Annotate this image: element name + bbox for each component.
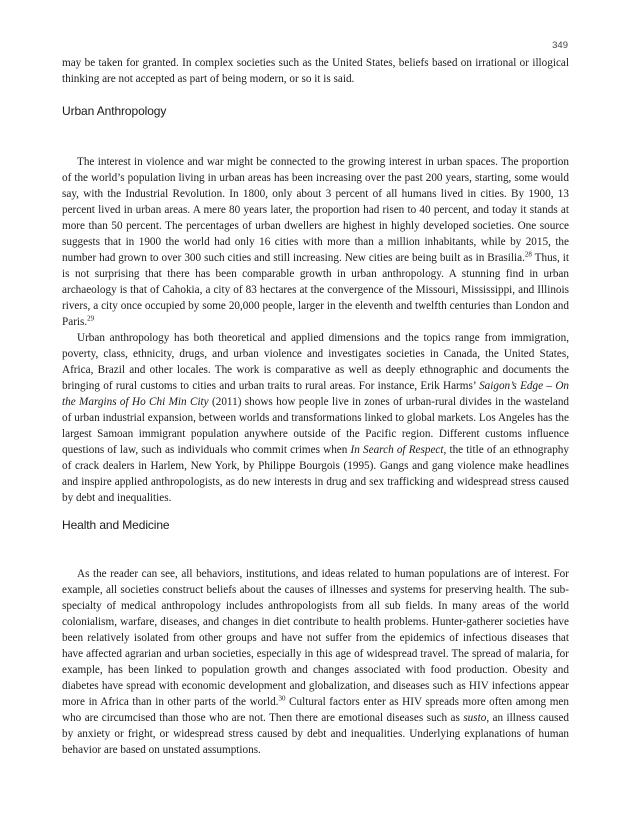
urban-paragraph-1 (62, 154, 569, 330)
urban-p2-text-c: , the title of an ethnography of crack dealers in Harlem, New York, by Philippe Bourgois (1995). Gangs and gang violence make headlines and inspire applied anthropologists, as do new interests in drug and sex trafficking and widespread stress caused by debt and inequalities. (62, 444, 569, 504)
urban-p1-text-b: Thus, it is not surprising that there has been comparable growth in urban anthropology. A stunning find in urban archaeology is that of Cahokia, a city of 83 hectares at the convergence of the Missouri, Mississippi, and Illinois rivers, a city once occupied by some 20,000 people, larger in the eleventh and twelfth centuries than London and Paris. (62, 252, 569, 328)
book-title-in-search-of-respect: In Search of Respect (350, 444, 444, 456)
book-title-saigons-edge: Saigon’s Edge – On the Margins of Ho Chi Min City (62, 380, 569, 408)
section-heading-health-and-medicine: Health and Medicine (62, 518, 170, 532)
footnote-29[interactable]: 29 (87, 314, 95, 323)
section-heading-urban-anthropology: Urban Anthropology (62, 104, 167, 118)
term-susto: susto (463, 712, 487, 724)
footnote-30[interactable]: 30 (278, 694, 286, 703)
urban-p2-text-b: (2011) shows how people live in zones of urban-rural divides in the wasteland of urban industrial expansion, between worlds and transformations linked to global markets. Los Angeles has the largest Samoan immigrant population anywhere outside of the Pacific region. Different customs influence questions of law, such as individuals who commit crimes when (62, 396, 570, 456)
urban-p1-text-a: The interest in violence and war might be connected to the growing interest in urban spaces. The proportion of the world’s population living in urban areas has been increasing over the past 200 years, starting, some would say, with the Industrial Revolution. In 1800, only about 3 percent of all humans lived in cities. By 1900, 13 percent lived in urban areas. A mere 80 years later, the proportion had risen to 40 percent, and today it stands at more than 50 percent. The percentages of urban dwellers are highest in highly developed societies. One source suggests that in 1900 the world had only 16 cities with more than a million inhabitants, while by 2015, the number had grown to over 300 such cities and still increasing. New cities are being built as in Brasilia. (62, 156, 569, 264)
health-p1-text-a: As the reader can see, all behaviors, institutions, and ideas related to human populations are of interest. For example, all societies construct beliefs about the causes of illnesses and systems for preserving health. The sub-specialty of medical anthropology includes anthropologists from all sub fields. In many areas of the world colonialism, warfare, diseases, and changes in diet contribute to health problems. Hunter-gatherer societies have been relatively isolated from other groups and have not suffer from the epidemics of infectious diseases that have affected agrarian and urban societies, especially in this age of widespread travel. The spread of malaria, for example, has been linked to population growth and changes associated with food production. Obesity and diabetes have spread with economic development and globalization, and diseases such as HIV infections appear more in Africa than in other parts of the world. (62, 568, 569, 708)
health-p1-text-b: Cultural factors enter as HIV spreads more often among men who are circumcised than those who are not. Then there are emotional diseases such as (62, 696, 569, 724)
urban-paragraph-2 (62, 330, 569, 506)
intro-paragraph: may be taken for granted. In complex societies such as the United States, beliefs based on irrational or illogical thinking are not accepted as part of being modern, or so it is said. (62, 57, 569, 85)
page-content (62, 55, 569, 758)
health-p1-text-c: , an illness caused by anxiety or fright, or widespread stress caused by debt and inequalities. Underlying explanations of human behavior are based on unstated assumptions. (62, 712, 569, 756)
page-number: 349 (552, 40, 568, 51)
health-paragraph-1 (62, 566, 569, 758)
footnote-28[interactable]: 28 (524, 250, 532, 259)
urban-p2-text-a: Urban anthropology has both theoretical and applied dimensions and the topics range from immigration, poverty, class, ethnicity, drugs, and urban violence and investigates societies in Canada, the United States, Africa, Brazil and other locales. The work is comparative as well as deeply ethnographic and documents the bringing of rural customs to cities and urban traits to rural areas. For instance, Erik Harms’ (62, 332, 569, 392)
